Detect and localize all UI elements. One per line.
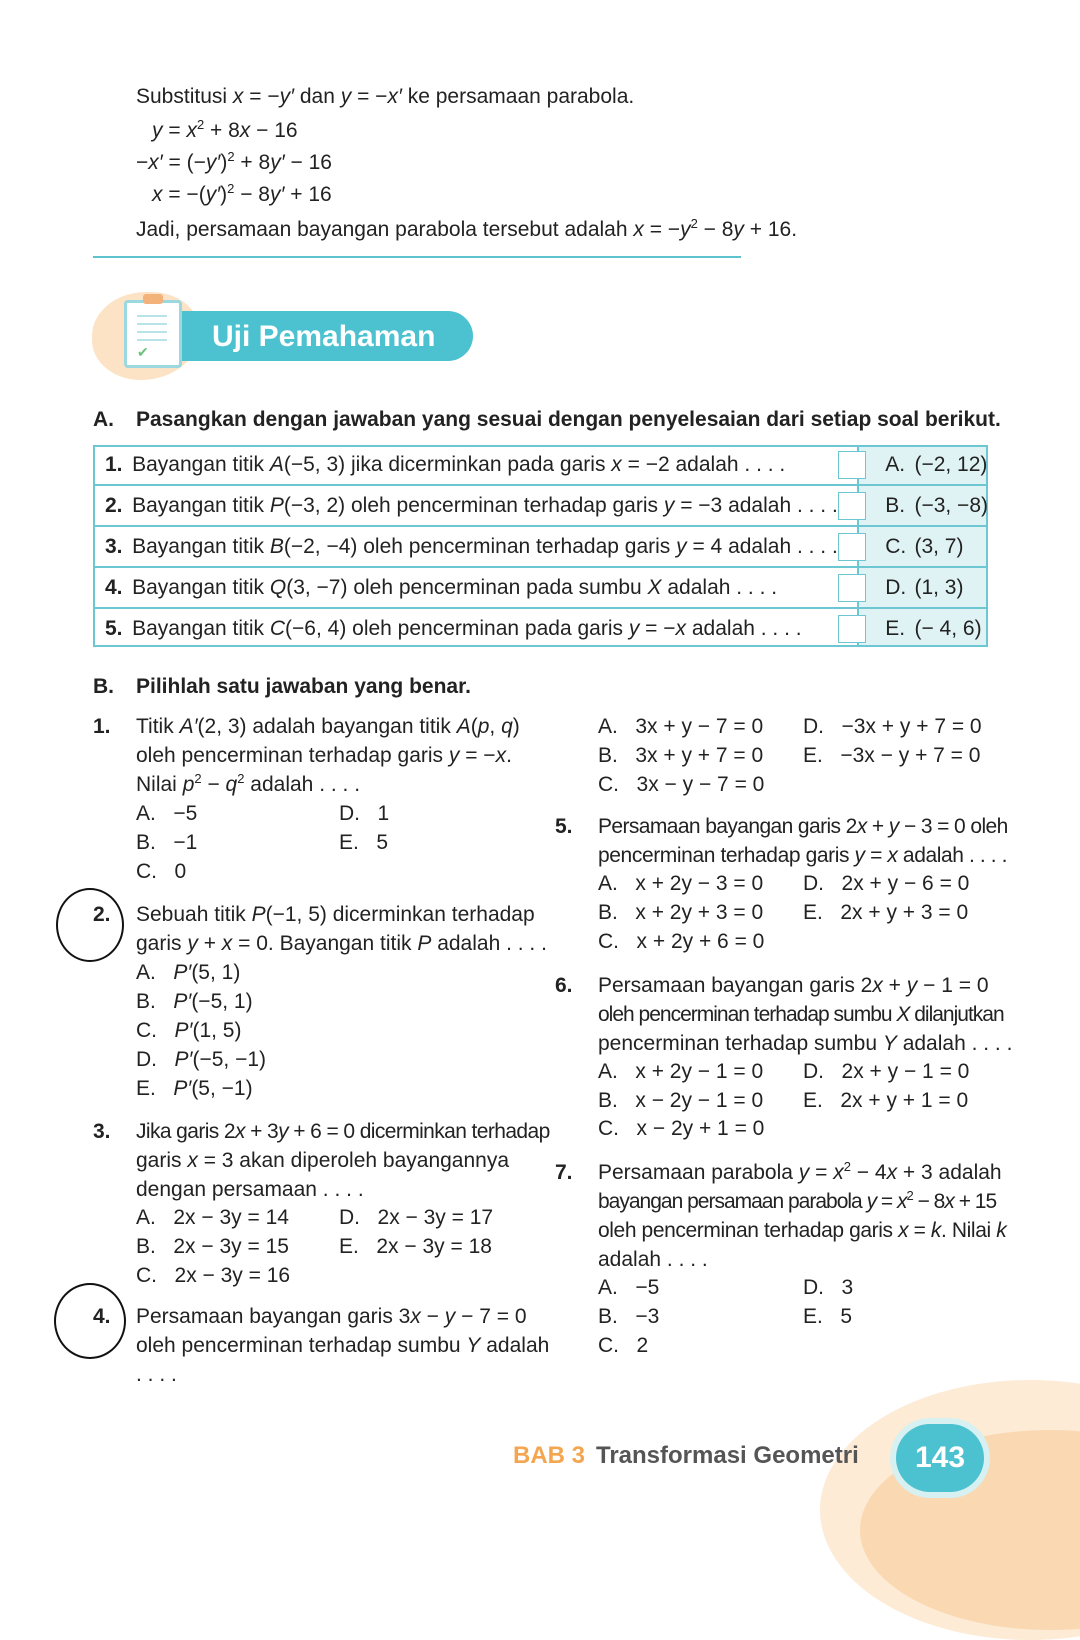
clipboard-icon: ✔ [124,300,182,368]
footer-chapter: BAB 3 [513,1442,586,1469]
option-a[interactable]: A. 2x − 3y = 14 [136,1206,289,1229]
solution-divider [93,256,741,258]
answer-box[interactable] [838,567,875,608]
question-7-line-2: bayangan persamaan parabola $y = x^2 - 8x + 15$ [598,1188,997,1213]
option-e[interactable]: E. P′(5, −1) [136,1077,253,1100]
option-e[interactable]: E. 2x + y + 3 = 0 [803,901,969,924]
row-number: 5. [105,616,123,640]
handwritten-circle [56,888,124,962]
question-5-line-1: Persamaan bayangan garis 2x + y − 3 = 0 oleh [598,815,1008,838]
question-1-line-1: Titik A′(2, 3) adalah bayangan titik A(p, q) [136,715,520,738]
question-2-number: 2. [93,903,111,926]
section-a-heading: Pasangkan dengan jawaban yang sesuai dengan penyelesaian dari setiap soal berikut. [136,408,1001,431]
option-a[interactable]: A. x + 2y − 3 = 0 [598,872,764,895]
question-6-line-1: Persamaan bayangan garis 2x + y − 1 = 0 [598,974,989,997]
solution-equation-3: $x = -(y')^2 - 8y' + 16$ [152,181,332,206]
option-a[interactable]: A. −5 [598,1276,660,1299]
option-c[interactable]: C. 0 [136,860,187,883]
option-d[interactable]: D. 2x − 3y = 17 [339,1206,494,1229]
option-e[interactable]: E. 5 [803,1305,853,1328]
section-a-letter: A. [93,408,114,431]
answer-letter: D. [875,567,914,608]
option-a[interactable]: A. x + 2y − 1 = 0 [598,1060,764,1083]
option-c[interactable]: C. P′(1, 5) [136,1019,242,1042]
option-b[interactable]: B. x − 2y − 1 = 0 [598,1089,764,1112]
option-d[interactable]: D. 1 [339,802,390,825]
table-row [93,526,988,567]
answer-value: (−3, −8) [914,485,988,526]
question-6-line-3: pencerminan terhadap sumbu Y adalah . . . . [598,1032,1013,1055]
option-b[interactable]: B. −1 [136,831,198,854]
table-row [93,485,988,526]
option-c[interactable]: C. 3x − y − 7 = 0 [598,773,765,796]
option-c[interactable]: C. x + 2y + 6 = 0 [598,930,765,953]
question-4-line-1: Persamaan bayangan garis 3x − y − 7 = 0 [136,1305,527,1328]
question-4-number: 4. [93,1305,111,1328]
row-question: Bayangan titik B(−2, −4) oleh pencerminan terhadap garis y = 4 adalah . . . . [132,526,838,567]
question-3-line-2: garis x = 3 akan diperoleh bayangannya [136,1149,510,1172]
question-6-line-2: oleh pencerminan terhadap sumbu X dilanjutkan [598,1003,1004,1026]
row-number: 2. [93,485,132,526]
option-a[interactable]: A. 3x + y − 7 = 0 [598,715,764,738]
question-6-number: 6. [555,974,573,997]
answer-box[interactable] [838,608,875,648]
option-d[interactable]: D. 2x + y − 1 = 0 [803,1060,970,1083]
table-row [93,445,988,485]
footer-title: Transformasi Geometri [596,1442,859,1469]
answer-letter: C. [875,526,914,567]
section-b-letter: B. [93,675,114,698]
row-question: Bayangan titik Q(3, −7) oleh pencerminan pada sumbu X adalah . . . . [132,567,838,608]
row-question: Bayangan titik C(−6, 4) oleh pencerminan pada garis y = −x adalah . . . . [132,616,802,640]
option-a[interactable]: A. −5 [136,802,198,825]
page-number: 143 [896,1424,984,1492]
question-2-line-2: garis y + x = 0. Bayangan titik P adalah . . . . [136,932,547,955]
answer-letter: E. [885,616,906,640]
question-7-line-4: adalah . . . . [598,1248,708,1271]
row-number: 4. [93,567,132,608]
handwritten-circle [54,1283,126,1359]
row-question: Bayangan titik A(−5, 3) jika dicerminkan pada garis x = −2 adalah . . . . [132,445,838,485]
section-b-heading: Pilihlah satu jawaban yang benar. [136,675,471,698]
option-e[interactable]: E. −3x − y + 7 = 0 [803,744,981,767]
answer-box[interactable] [838,485,875,526]
option-b[interactable]: B. −3 [598,1305,660,1328]
question-5-number: 5. [555,815,573,838]
answer-value: (1, 3) [914,567,988,608]
option-d[interactable]: D. P′(−5, −1) [136,1048,267,1071]
option-e[interactable]: E. 2x − 3y = 18 [339,1235,492,1258]
option-d[interactable]: D. −3x + y + 7 = 0 [803,715,982,738]
question-1-line-2: oleh pencerminan terhadap garis y = −x. [136,744,512,767]
question-3-line-3: dengan persamaan . . . . [136,1178,364,1201]
option-c[interactable]: C. x − 2y + 1 = 0 [598,1117,765,1140]
row-number: 3. [93,526,132,567]
question-7-line-3: oleh pencerminan terhadap garis x = k. Nilai k [598,1219,1007,1242]
question-3-line-1: Jika garis 2x + 3y + 6 = 0 dicerminkan terhadap [136,1120,550,1143]
option-b[interactable]: B. 3x + y + 7 = 0 [598,744,764,767]
question-3-number: 3. [93,1120,111,1143]
option-a[interactable]: A. P′(5, 1) [136,961,241,984]
answer-box[interactable] [838,526,875,567]
table-row [93,567,988,608]
answer-box[interactable] [838,445,875,485]
answer-value: (3, 7) [914,526,988,567]
answer-value: (−2, 12) [914,445,988,485]
option-b[interactable]: B. P′(−5, 1) [136,990,253,1013]
option-d[interactable]: D. 2x + y − 6 = 0 [803,872,970,895]
row-question: Bayangan titik P(−3, 2) oleh pencerminan terhadap garis y = −3 adalah . . . . [132,485,838,526]
option-e[interactable]: E. 5 [339,831,389,854]
question-7-number: 7. [555,1161,573,1184]
matching-table [93,445,988,648]
solution-equation-2: $-x' = (-y')^2 + 8y' - 16$ [136,149,332,174]
option-b[interactable]: B. 2x − 3y = 15 [136,1235,289,1258]
answer-letter: A. [875,445,914,485]
option-c[interactable]: C. 2x − 3y = 16 [136,1264,291,1287]
solution-line-substitution: Substitusi x = −y′ dan y = −x′ ke persamaan parabola. [136,85,635,108]
solution-equation-1: $y = x^2 + 8x - 16$ [152,117,298,142]
option-d[interactable]: D. 3 [803,1276,854,1299]
solution-conclusion: Jadi, persamaan bayangan parabola tersebut adalah $x = -y^2 - 8y + 16$. [136,216,798,241]
question-4-line-3: . . . . [136,1363,177,1386]
option-c[interactable]: C. 2 [598,1334,649,1357]
option-e[interactable]: E. 2x + y + 1 = 0 [803,1089,969,1112]
row-number: 1. [93,445,132,485]
question-1-line-3: Nilai $p^2 - q^2$ adalah . . . . [136,771,361,796]
question-7-line-1: Persamaan parabola $y = x^2 - 4x + 3$ adalah [598,1159,1002,1184]
question-2-line-1: Sebuah titik P(−1, 5) dicerminkan terhadap [136,903,535,926]
option-b[interactable]: B. x + 2y + 3 = 0 [598,901,764,924]
question-4-line-2: oleh pencerminan terhadap sumbu Y adalah [136,1334,550,1357]
banner-title: Uji Pemahaman [212,320,436,353]
answer-value: (− 4, 6) [914,616,982,640]
table-row [93,608,988,648]
answer-letter: B. [875,485,914,526]
question-5-line-2: pencerminan terhadap garis y = x adalah . . . . [598,844,1008,867]
question-1-number: 1. [93,715,111,738]
